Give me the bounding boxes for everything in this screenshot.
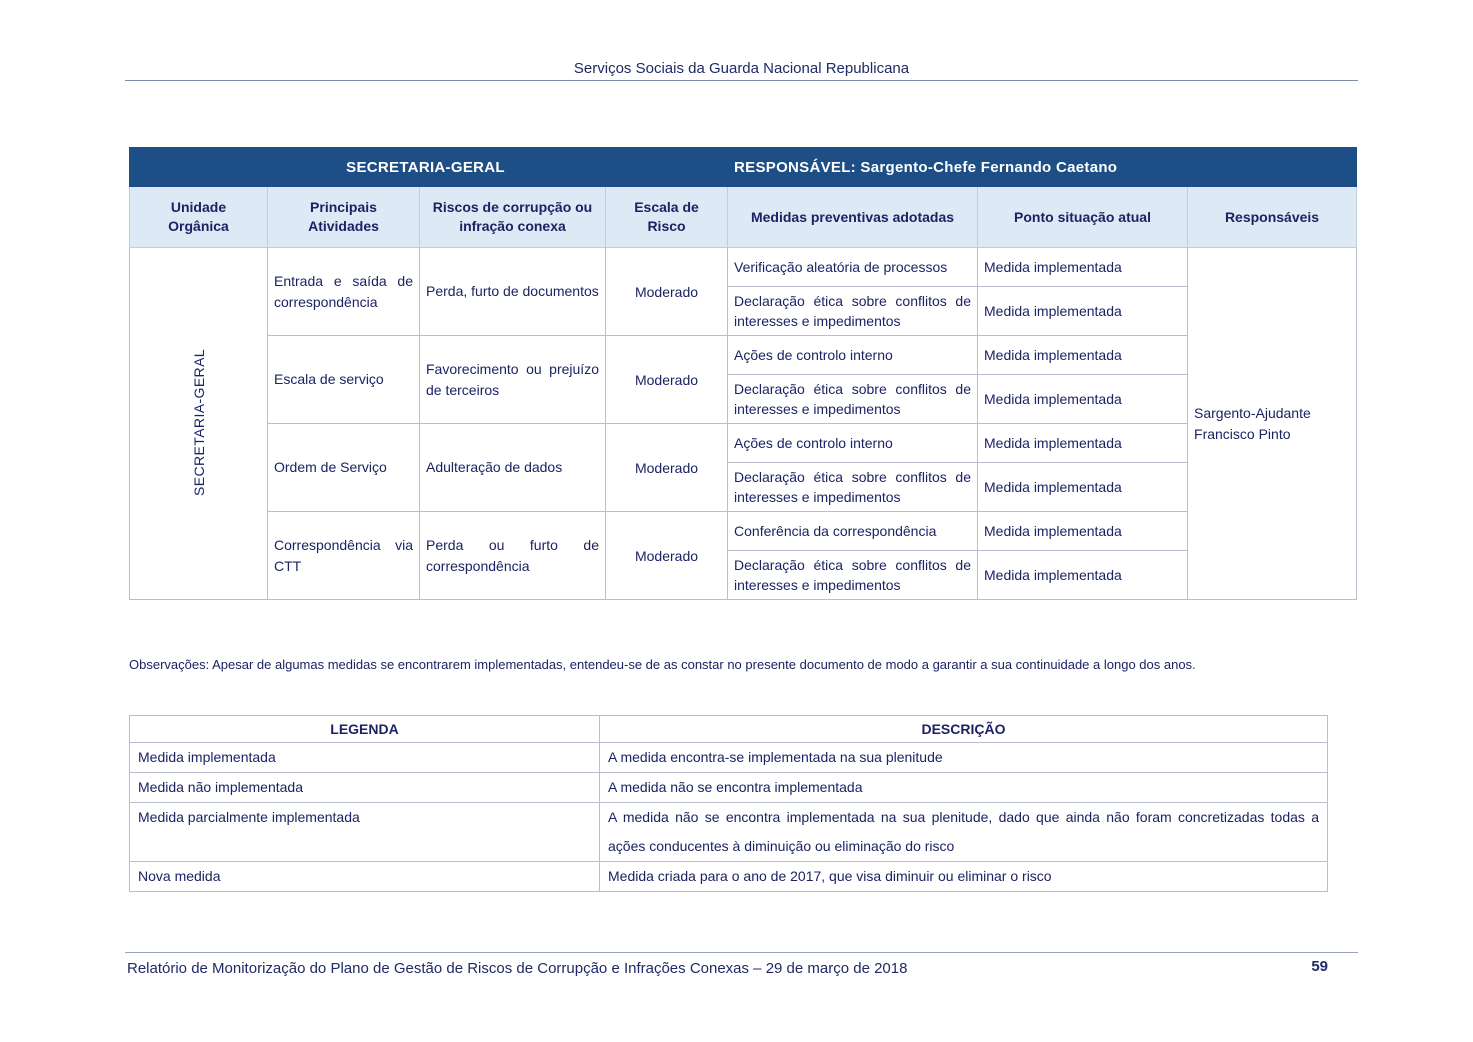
risk-table <box>129 147 1357 600</box>
footer-rule <box>125 952 1358 953</box>
status-cell: Medida implementada <box>978 287 1188 336</box>
scale-cell: Moderado <box>606 424 728 512</box>
col-unit: Unidade Orgânica <box>130 187 268 248</box>
banner-responsible: RESPONSÁVEL: Sargento-Chefe Fernando Caetano <box>728 148 1357 187</box>
col-responsible: Responsáveis <box>1188 187 1357 248</box>
legend-head-label: LEGENDA <box>130 716 600 743</box>
status-cell: Medida implementada <box>978 248 1188 287</box>
measure-cell: Ações de controlo interno <box>728 336 978 375</box>
legend-row <box>130 743 1328 773</box>
measure-cell: Ações de controlo interno <box>728 424 978 463</box>
col-measures: Medidas preventivas adotadas <box>728 187 978 248</box>
risk-cell: Adulteração de dados <box>420 424 606 512</box>
scale-cell: Moderado <box>606 248 728 336</box>
measure-cell: Declaração ética sobre conflitos de interesses e impedimentos <box>728 463 978 512</box>
table-row <box>130 512 1357 551</box>
footer-text: Relatório de Monitorização do Plano de Gestão de Riscos de Corrupção e Infrações Conexas – 29 de março de 2018 <box>127 960 908 977</box>
legend-label: Nova medida <box>130 862 600 892</box>
activity-cell: Ordem de Serviço <box>268 424 420 512</box>
col-risks: Riscos de corrupção ou infração conexa <box>420 187 606 248</box>
page-header: Serviços Sociais da Guarda Nacional Republicana <box>573 60 910 77</box>
header-rule <box>125 80 1358 81</box>
risk-cell: Perda ou furto de correspondência <box>420 512 606 600</box>
status-cell: Medida implementada <box>978 424 1188 463</box>
activity-cell: Escala de serviço <box>268 336 420 424</box>
legend-label: Medida implementada <box>130 743 600 773</box>
legend-description: A medida encontra-se implementada na sua plenitude <box>600 743 1328 773</box>
measure-cell: Declaração ética sobre conflitos de interesses e impedimentos <box>728 287 978 336</box>
status-cell: Medida implementada <box>978 512 1188 551</box>
column-headers <box>130 187 1357 248</box>
legend-description: Medida criada para o ano de 2017, que visa diminuir ou eliminar o risco <box>600 862 1328 892</box>
legend-label: Medida parcialmente implementada <box>130 803 600 862</box>
status-cell: Medida implementada <box>978 463 1188 512</box>
activity-cell: Correspondência via CTT <box>268 512 420 600</box>
legend-description: A medida não se encontra implementada <box>600 773 1328 803</box>
measure-cell: Declaração ética sobre conflitos de interesses e impedimentos <box>728 551 978 600</box>
page-number: 59 <box>1311 958 1328 975</box>
status-cell: Medida implementada <box>978 551 1188 600</box>
responsible-cell <box>1188 248 1357 600</box>
measure-cell: Conferência da correspondência <box>728 512 978 551</box>
responsible-rank: Sargento-Ajudante <box>1194 404 1311 421</box>
unit-vertical-label: SECRETARIA-GERAL <box>190 348 207 496</box>
status-cell: Medida implementada <box>978 336 1188 375</box>
col-status: Ponto situação atual <box>978 187 1188 248</box>
legend-row <box>130 862 1328 892</box>
status-cell: Medida implementada <box>978 375 1188 424</box>
scale-cell: Moderado <box>606 512 728 600</box>
legend-description: A medida não se encontra implementada na sua plenitude, dado que ainda não foram concretizadas todas a ações conducentes à diminuição ou eliminação do risco <box>600 803 1328 862</box>
risk-cell: Perda, furto de documentos <box>420 248 606 336</box>
measure-cell: Verificação aleatória de processos <box>728 248 978 287</box>
legend-head-description: DESCRIÇÃO <box>600 716 1328 743</box>
table-row <box>130 336 1357 375</box>
col-scale: Escala de Risco <box>606 187 728 248</box>
scale-cell: Moderado <box>606 336 728 424</box>
legend-row <box>130 803 1328 862</box>
legend-label: Medida não implementada <box>130 773 600 803</box>
legend-header <box>130 716 1328 743</box>
unit-cell <box>130 248 268 600</box>
legend-table <box>129 715 1328 892</box>
risk-cell: Favorecimento ou prejuízo de terceiros <box>420 336 606 424</box>
banner-unit: SECRETARIA-GERAL <box>130 148 728 187</box>
activity-cell: Entrada e saída de correspondência <box>268 248 420 336</box>
observations-note: Observações: Apesar de algumas medidas se encontrarem implementadas, entendeu-se de as constar no presente documento de modo a garantir a sua continuidade a longo dos anos. <box>129 657 1196 672</box>
table-row <box>130 248 1357 287</box>
col-activities: Principais Atividades <box>268 187 420 248</box>
table-row <box>130 424 1357 463</box>
measure-cell: Declaração ética sobre conflitos de interesses e impedimentos <box>728 375 978 424</box>
table-banner <box>130 148 1357 187</box>
legend-row <box>130 773 1328 803</box>
responsible-name: Francisco Pinto <box>1194 425 1291 442</box>
